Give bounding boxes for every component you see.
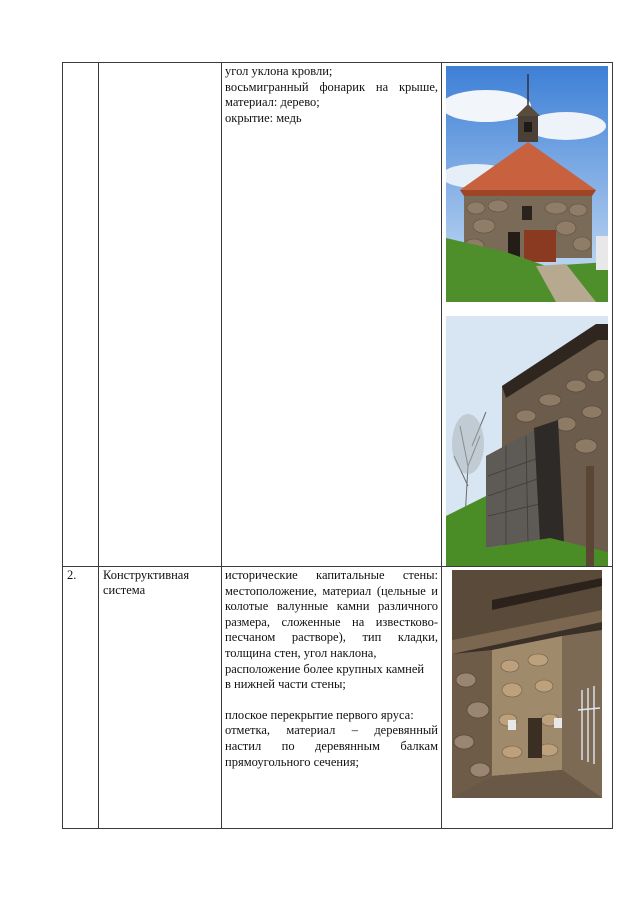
description-line: расположение более крупных камней: [225, 661, 425, 676]
row-photos: [442, 567, 613, 829]
paragraph-gap: [225, 693, 438, 708]
row-description: [222, 63, 442, 567]
description-line: плоское перекрытие первого яруса:: [225, 707, 414, 722]
description-line: окрытие: медь: [225, 110, 302, 125]
monument-table: [62, 62, 613, 829]
row-photos: [442, 63, 613, 567]
row-label: Конструктивная система: [99, 567, 222, 829]
description-line: прямоугольного сечения;: [225, 754, 359, 769]
tower-exterior-photo: [446, 66, 608, 302]
row-label: [99, 63, 222, 567]
description-line: восьмигранный фонарик на крыше,: [225, 79, 438, 94]
tower-interior-photo: [452, 570, 602, 798]
description-line: настил по деревянным балкам: [225, 738, 438, 753]
tower-wall-photo: [446, 316, 608, 566]
description-line: толщина стен, угол наклона,: [225, 645, 377, 660]
row-number: 2.: [63, 567, 99, 829]
description-line: размера, сложенные на известково-: [225, 614, 438, 629]
description-line: местоположение, материал (цельные и: [225, 583, 438, 598]
description-line: колотые валунные камни различного: [225, 599, 438, 614]
description-line: в нижней части стены;: [225, 677, 346, 692]
table-row: [63, 63, 613, 567]
row-number: [63, 63, 99, 567]
description-line: отметка, материал – деревянный: [225, 723, 438, 738]
description-line: песчаном растворе), тип кладки,: [225, 630, 438, 645]
description-line: угол уклона кровли;: [225, 64, 333, 78]
description-line: исторические капитальные стены:: [225, 568, 438, 582]
row-description: [222, 567, 442, 829]
description-line: материал: дерево;: [225, 95, 320, 110]
table-row: [63, 567, 613, 829]
